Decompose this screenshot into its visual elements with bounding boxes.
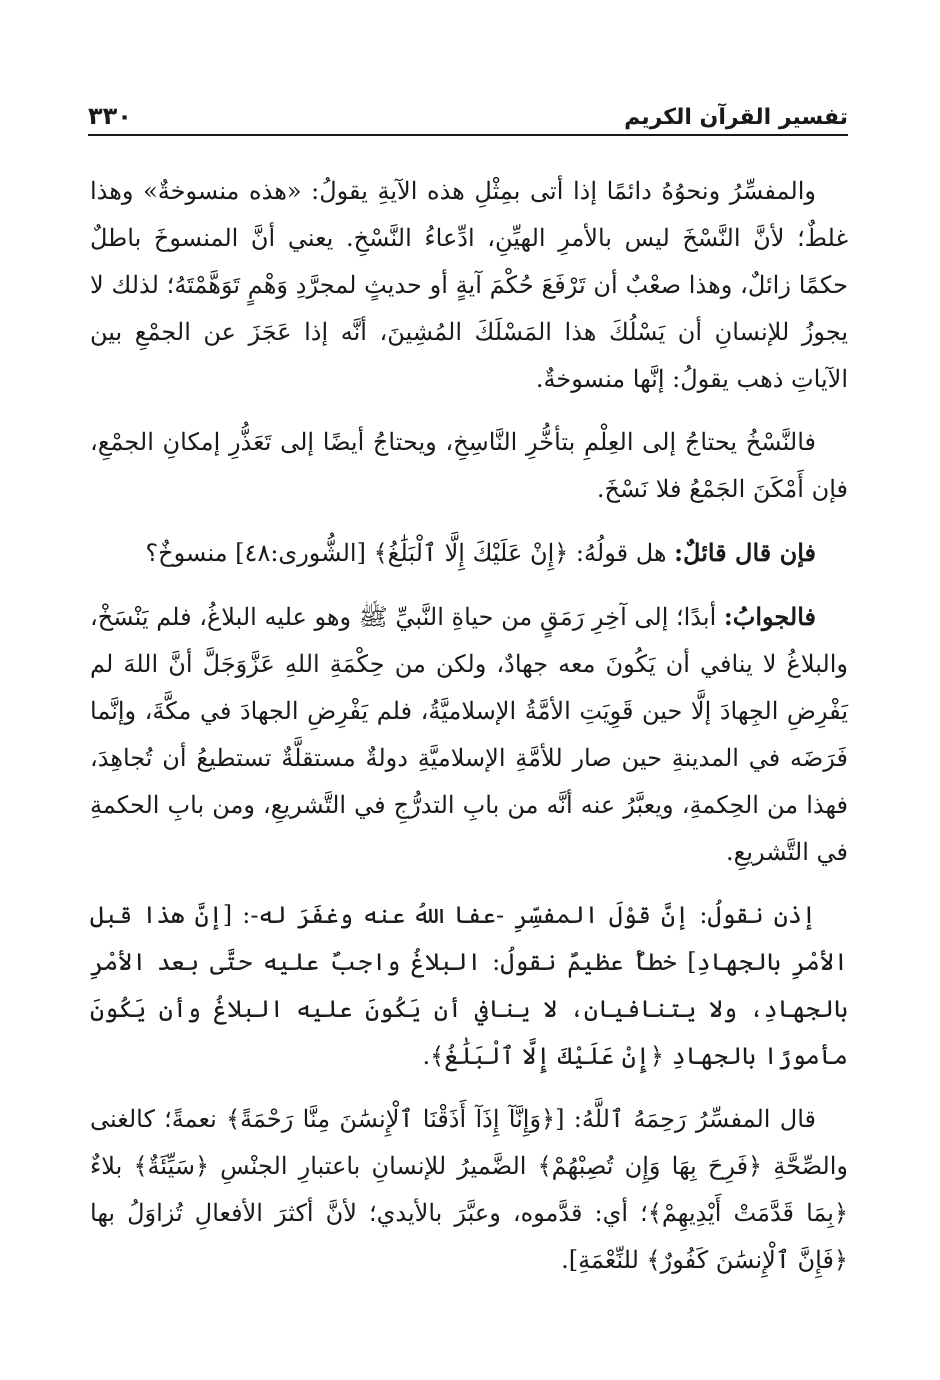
paragraph-3-lead: فإن قال قائلٌ: bbox=[674, 538, 816, 567]
paragraph-4-lead: فالجوابُ: bbox=[723, 602, 816, 631]
paragraph-1 bbox=[90, 168, 848, 403]
paragraph-6-text: قال المفسِّرُ رَحِمَهُ ٱللَّهُ: [﴿وَإِنَّآ إِذَآ أَذَقْنَا ٱلْإِنسَٰنَ مِنَّا رَحْمَةً﴾ نعمةً؛ كالغنى والصِّحَّةِ ﴿فَرِحَ بِهَا وَإِن تُصِبْهُمْ﴾ الضَّميرُ للإنسانِ باعتبارِ الجنْسِ ﴿سَيِّئَةٌ﴾ بلاءٌ ﴿بِمَا قَدَّمَتْ أَيْدِيهِمْ﴾؛ أي: قدَّموه، وعبَّرَ بالأيدي؛ لأنَّ أكثرَ الأفعالِ تُزاوَلُ بها ﴿فَإِنَّ ٱلْإِنسَٰنَ كَفُورٌ﴾ للنِّعْمَةِ]. bbox=[90, 1105, 848, 1274]
paragraph-3-text: هل قولُهُ: ﴿إِنْ عَلَيْكَ إِلَّا ٱلْبَلَٰغُ﴾ [الشُّورى:٤٨] منسوخٌ؟ bbox=[145, 539, 675, 567]
paragraph-3 bbox=[90, 529, 848, 577]
header-rule bbox=[88, 134, 848, 136]
paragraph-4 bbox=[90, 593, 848, 876]
page-body bbox=[90, 168, 848, 1300]
paragraph-5-text: إذن نقولُ: إنَّ قوْلَ المفسِّرِ -عفا اللهُ عنه وغفَرَ له-: [إنَّ هذا قبل الأمْرِ بالجهادِ] خطأٌ عظيمٌ نقولُ: البلاغُ واجبٌ عليه حتَّى بعد الأمْرِ بالجهادِ، ولا يتنافيان، لا ينافي أن يَكُونَ عليه البلاغُ وأن يَكُونَ مأمورًا بالجهادِ ﴿إِنْ عَلَيْكَ إِلَّا ٱلْبَلَٰغُ﴾. bbox=[90, 901, 848, 1070]
book-title: تفسير القرآن الكريم bbox=[624, 105, 848, 130]
paragraph-5 bbox=[90, 892, 848, 1080]
paragraph-1-text: والمفسِّرُ ونحوُهُ دائمًا إذا أتى بمِثْلِ هذه الآيةِ يقولُ: «هذه منسوخةٌ» وهذا غلطٌ؛ لأنَّ النَّسْخَ ليس بالأمرِ الهيِّنِ، ادِّعاءُ النَّسْخِ. يعني أنَّ المنسوخَ باطلٌ حكمًا زائلٌ، وهذا صعْبٌ أن تَرْفَعَ حُكْمَ آيةٍ أو حديثٍ لمجرَّدِ وَهْمٍ تَوَهَّمْتَهُ؛ لذلك لا يجوزُ للإنسانِ أن يَسْلُكَ هذا المَسْلَكَ المُشِينَ، أنَّه إذا عَجَزَ عن الجمْعِ بين الآياتِ ذهب يقولُ: إنَّها منسوخةٌ. bbox=[90, 177, 848, 393]
paragraph-6 bbox=[90, 1096, 848, 1284]
paragraph-2-text: فالنَّسْخُ يحتاجُ إلى العِلْمِ بتأخُّرِ النَّاسِخِ، ويحتاجُ أيضًا إلى تَعَذُّرِ إمكانِ الجمْعِ، فإن أَمْكَنَ الجَمْعُ فلا نَسْخَ. bbox=[90, 428, 848, 503]
paragraph-4-text: أبدًا؛ إلى آخِرِ رَمَقٍ من حياةِ النَّبيِّ ﷺ وهو عليه البلاغُ، فلم يَنْسَخْ، والبلاغُ لا ينافي أن يَكُونَ معه جهادٌ، ولكن من حِكْمَةِ اللهِ عَزَّوَجَلَّ أنَّ اللهَ لم يَفْرِضِ الجِهادَ إلَّا حين قَوِيَتِ الأمَّةُ الإسلاميَّةُ، فلم يَفْرِضِ الجهادَ في مكَّةَ، وإنَّما فَرَضَه في المدينةِ حين صار للأمَّةِ الإسلاميَّةِ دولةٌ مستقلَّةٌ تستطيعُ أن تُجاهِدَ، فهذا من الحِكمةِ، ويعبَّرُ عنه أنَّه من بابِ التدرُّجِ في التَّشريعِ، ومن بابِ الحكمةِ في التَّشريعِ. bbox=[90, 603, 849, 866]
running-header bbox=[88, 100, 848, 130]
paragraph-2 bbox=[90, 419, 848, 513]
page-number: ٣٣٠ bbox=[88, 102, 132, 130]
